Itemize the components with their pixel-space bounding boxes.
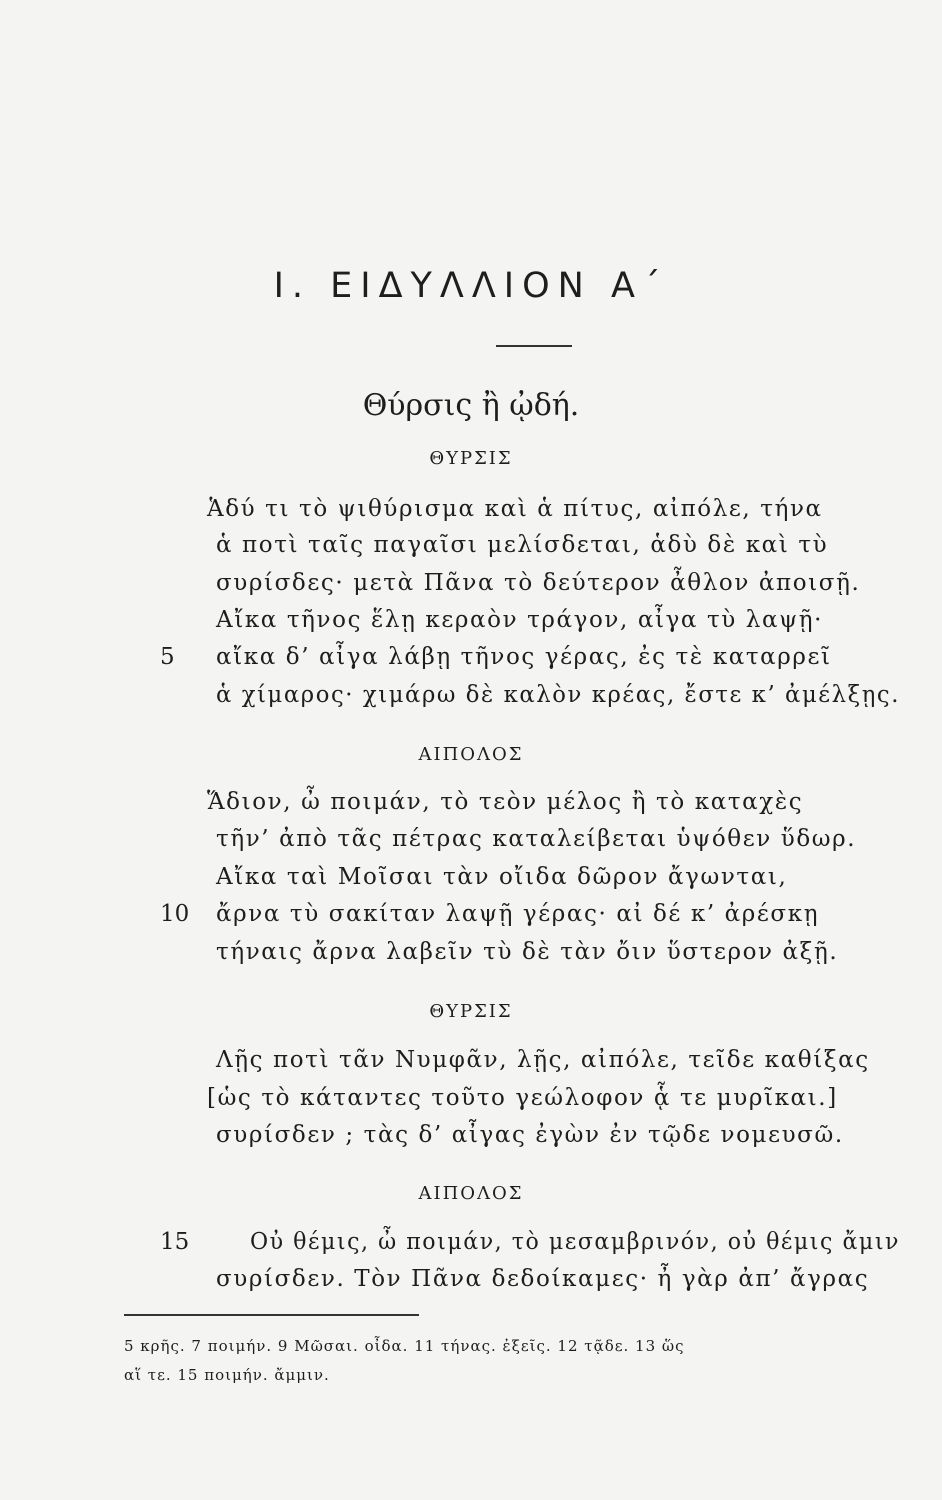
verse-line: Αἴκα ταὶ Μοῖσαι τὰν οἴιδα δῶρον ἄγωνται, [216, 864, 788, 890]
title-divider [496, 345, 572, 347]
speaker-heading: ΑΙΠΟΛΟΣ [418, 744, 524, 765]
verse-line: ἄρνα τὺ σακίταν λαψῇ γέρας· αἰ δέ κ’ ἀρέσκῃ [216, 901, 820, 927]
speaker-heading: ΘΥΡΣΙΣ [429, 448, 513, 469]
footnote-line: 5 κρῆς. 7 ποιμήν. 9 Μῶσαι. οἶδα. 11 τήνας. ἐξεῖς. 12 τᾷδε. 13 ὥς [124, 1337, 685, 1355]
speaker-heading: ΘΥΡΣΙΣ [429, 1001, 513, 1022]
verse-line: Αἴκα τῆνος ἕλῃ κεραὸν τράγον, αἶγα τὺ λαψῇ· [216, 607, 824, 633]
page-title: Ι. ΕΙΔΥΛΛΙΟΝ Α΄ [273, 266, 669, 306]
verse-line: ἁ ποτὶ ταῖς παγαῖσι μελίσδεται, ἁδὺ δὲ καὶ τὺ [216, 532, 829, 558]
verse-line: τῆν’ ἀπὸ τᾶς πέτρας καταλείβεται ὑψόθεν ὕδωρ. [216, 826, 857, 852]
verse-line: αἴκα δ’ αἶγα λάβῃ τῆνος γέρας, ἐς τὲ καταρρεῖ [216, 644, 832, 670]
verse-line: Ἅδιον, ὦ ποιμάν, τὸ τεὸν μέλος ἢ τὸ καταχὲς [207, 789, 804, 815]
poem-subtitle: Θύρσις ἢ ᾠδή. [362, 388, 580, 423]
verse-line: συρίσδεν. Τὸν Πᾶνα δεδοίκαμες· ἦ γὰρ ἀπ’ ἄγρας [216, 1266, 870, 1292]
verse-line: ἁ χίμαρος· χιμάρω δὲ καλὸν κρέας, ἔστε κ’ ἀμέλξῃς. [216, 682, 900, 708]
verse-line: τήναις ἄρνα λαβεῖν τὺ δὲ τὰν ὄιν ὕστερον ἀξῇ. [216, 939, 839, 965]
verse-line: Οὐ θέμις, ὦ ποιμάν, τὸ μεσαμβρινόν, οὐ θέμις ἄμιν [250, 1229, 900, 1255]
verse-line: συρίσδες· μετὰ Πᾶνα τὸ δεύτερον ἆθλον ἀποισῇ. [216, 570, 861, 596]
line-number: 5 [160, 644, 175, 670]
footnote-line: αἵ τε. 15 ποιμήν. ἄμμιν. [124, 1366, 330, 1384]
verse-line: Λῇς ποτὶ τᾶν Νυμφᾶν, λῇς, αἰπόλε, τεῖδε καθίξας [216, 1047, 870, 1073]
line-number: 10 [160, 901, 190, 927]
line-number: 15 [160, 1229, 190, 1255]
verse-line: [ὡς τὸ κάταντες τοῦτο γεώλοφον ᾇ τε μυρῖκαι.] [207, 1085, 838, 1111]
verse-line: συρίσδεν ; τὰς δ’ αἶγας ἐγὼν ἐν τῷδε νομευσῶ. [216, 1122, 844, 1148]
verse-line: Ἁδύ τι τὸ ψιθύρισμα καὶ ἁ πίτυς, αἰπόλε, τήνα [207, 496, 823, 522]
speaker-heading: ΑΙΠΟΛΟΣ [418, 1183, 524, 1204]
footnote-divider [124, 1314, 419, 1316]
